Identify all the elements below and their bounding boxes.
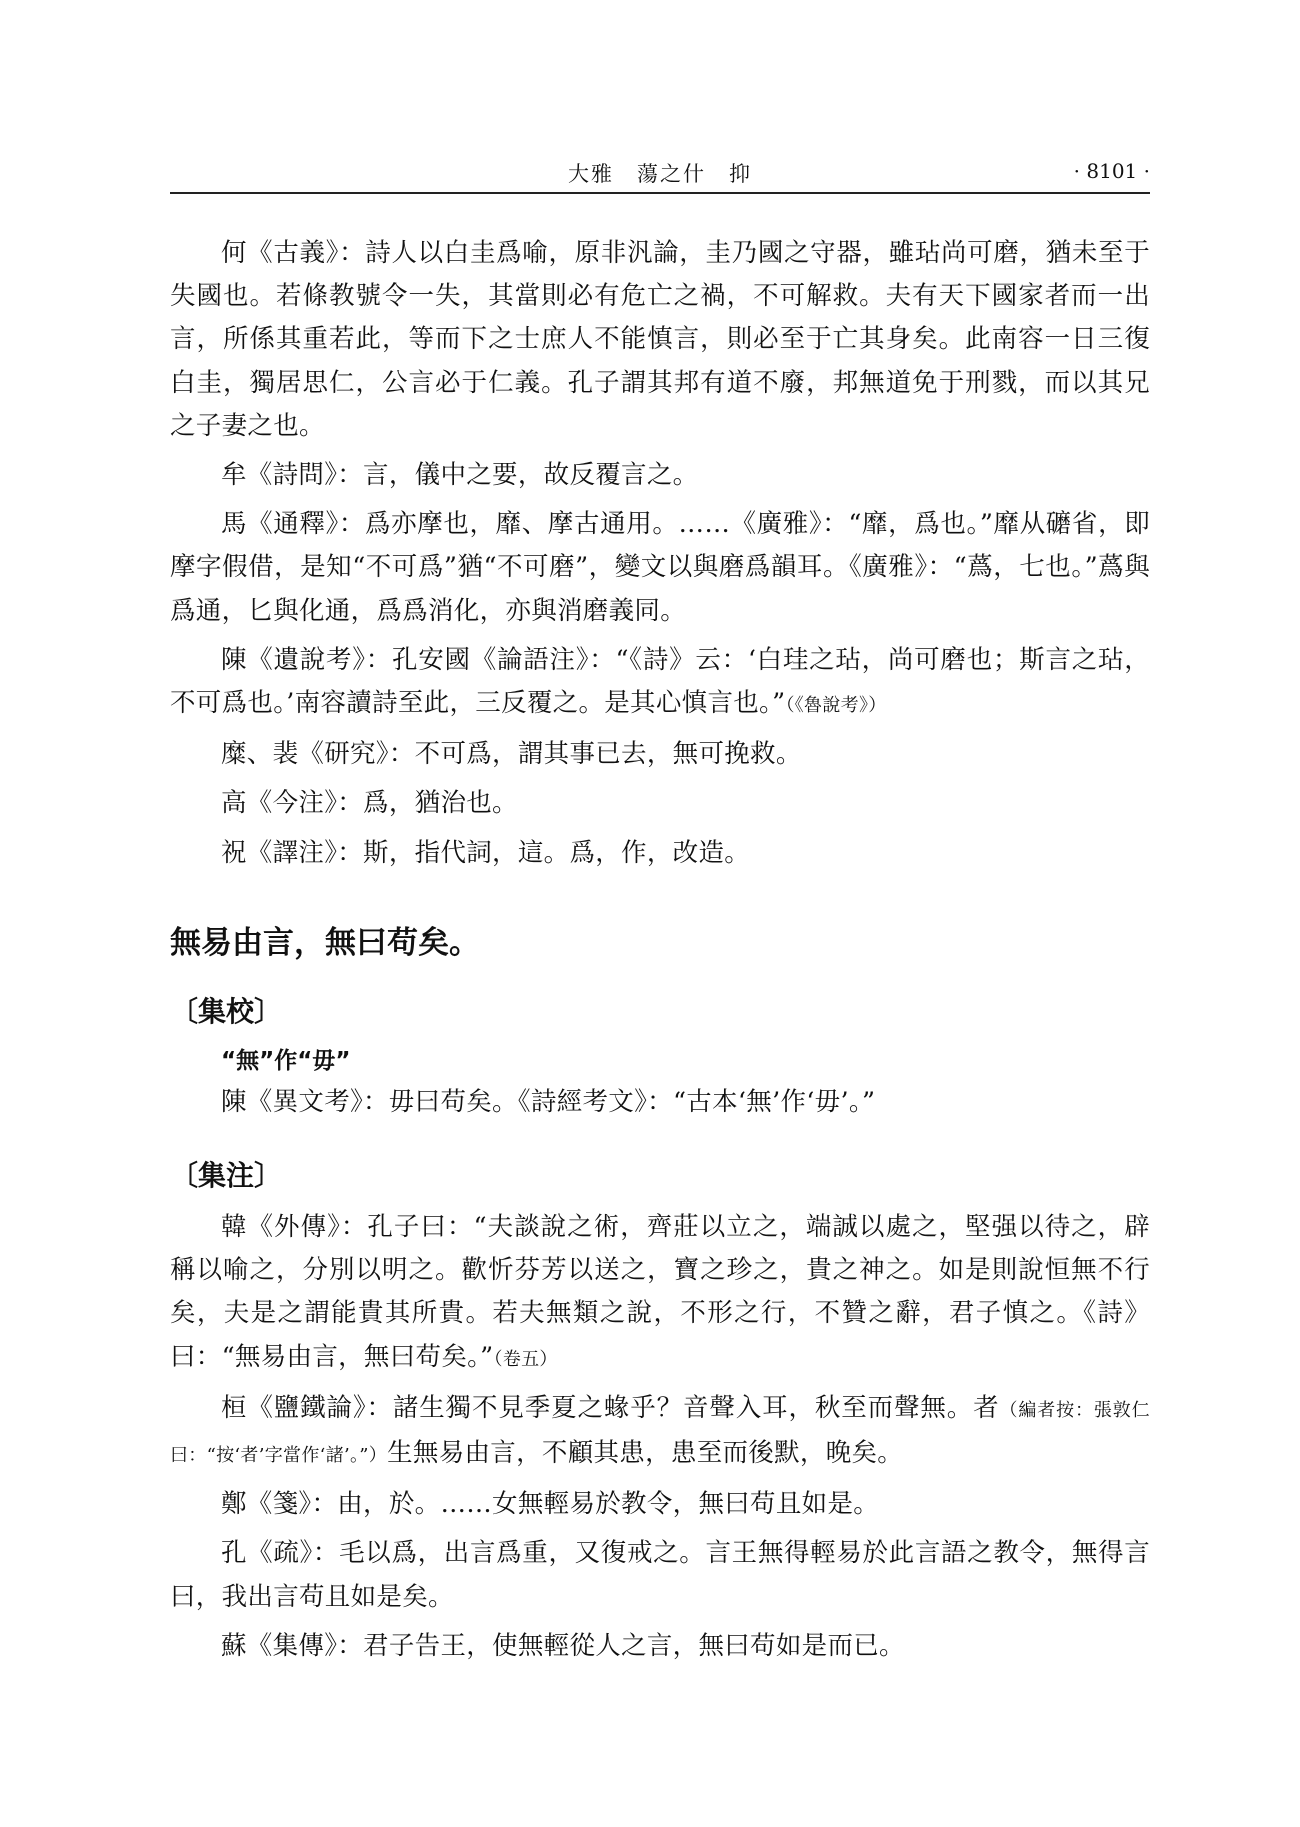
- commentary-paragraph: 牟《詩問》：言，儀中之要，故反覆言之。: [221, 460, 699, 491]
- commentary-paragraph: 何《古義》：詩人以白圭爲喻，原非汎論，圭乃國之守器，雖玷尚可磨，猶未至于失國也。若條教號令一失，其當則必有危亡之禍，不可解救。夫有天下國家者而一出言，所係其重若此，等而下之士庶人不能慎言，則必至于亡其身矣。此南容一日三復白圭，獨居思仁，公言必于仁義。孔子謂其邦有道不廢，邦無道免于刑戮，而以其兄之子妻之也。: [170, 238, 1150, 441]
- source-note: （《魯說考》）: [785, 695, 887, 717]
- commentary-paragraph: 高《今注》：爲，猶治也。: [221, 788, 518, 819]
- commentary-paragraph: 祝《譯注》：斯，指代詞，這。爲，作，改造。: [221, 837, 751, 868]
- verse-line: 無易由言，無曰苟矣。: [170, 924, 480, 961]
- paragraph-text: 生無易由言，不顧其患，患至而後默，晚矣。: [387, 1438, 904, 1469]
- running-head: [170, 158, 1150, 194]
- section-heading-collation: 〔集校〕: [170, 994, 283, 1028]
- source-note: （卷五）: [493, 1348, 558, 1370]
- commentary-paragraph: [170, 1387, 1150, 1477]
- commentary-paragraph: [170, 1206, 1150, 1381]
- editor-note: （編者按：張敦仁曰：“按‘者’字當作‘諸’。”）: [170, 1399, 1150, 1467]
- page-number: · 8101 ·: [1073, 159, 1150, 183]
- paragraph-text: 陳《遺說考》：孔安國《論語注》：“《詩》云：‘白珪之玷，尚可磨也；斯言之玷，不可爲也。’南容讀詩至此，三反覆之。是其心慎言也。”: [170, 644, 1150, 719]
- paragraph-text: 韓《外傳》：孔子曰：“夫談說之術，齊莊以立之，端誠以處之，堅强以待之，辟稱以喻之，分別以明之。歡忻芬芳以送之，寶之珍之，貴之神之。如是則說恒無不行矣，夫是之謂能貴其所貴。若夫無類之說，不形之行，不贊之辭，君子慎之。《詩》曰：“無易由言，無曰苟矣。”: [170, 1212, 1150, 1372]
- commentary-paragraph: 鄭《箋》：由，於。……女無輕易於教令，無曰苟且如是。: [221, 1489, 880, 1520]
- commentary-paragraph: 孔《疏》：毛以爲，出言爲重，又復戒之。言王無得輕易於此言語之教令，無得言曰，我出言苟且如是矣。: [170, 1538, 1150, 1612]
- commentary-paragraph: 陳《異文考》：毋曰苟矣。《詩經考文》：“古本‘無’作‘毋’。”: [221, 1086, 876, 1117]
- running-title: 大雅 蕩之什 抑: [568, 162, 752, 186]
- commentary-paragraph: 馬《通釋》：爲亦摩也，靡、摩古通用。……《廣雅》：“靡，爲也。”靡从礳省，即摩字假借，是知“不可爲”猶“不可磨”，變文以與磨爲韻耳。《廣雅》：“蔿，七也。”蔿與爲通，匕與化通，爲爲消化，亦與消磨義同。: [170, 509, 1150, 626]
- commentary-paragraph: 蘇《集傳》：君子告王，使無輕從人之言，無曰苟如是而已。: [221, 1630, 905, 1661]
- section-heading-annotations: 〔集注〕: [170, 1159, 283, 1193]
- collation-subheading: “無”作“毋”: [221, 1047, 351, 1074]
- paragraph-text: 桓《鹽鐵論》：諸生獨不見季夏之蝝乎？音聲入耳，秋至而聲無。者: [221, 1392, 1000, 1423]
- commentary-paragraph: [170, 639, 1150, 727]
- main-text: [170, 232, 1150, 1674]
- commentary-paragraph: 糜、裴《研究》：不可爲，謂其事已去，無可挽救。: [221, 739, 802, 770]
